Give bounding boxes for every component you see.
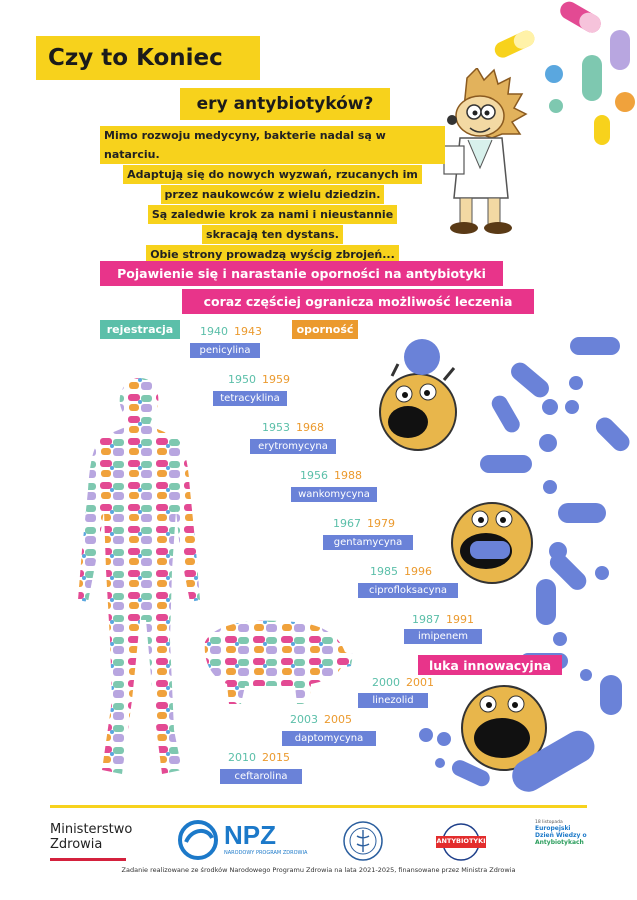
registration-legend-label: rejestracja (100, 320, 180, 339)
ministry-logo (50, 822, 140, 861)
footer-divider (50, 805, 587, 808)
resistance-year: 2015 (262, 751, 290, 764)
pig-illustration (195, 612, 355, 707)
antibiotic-name: linezolid (358, 693, 428, 708)
npz-wordmark: NPZ (224, 820, 276, 850)
intro-line: przez naukowców z wielu dziedzin. (161, 185, 385, 204)
intro-text (100, 126, 445, 265)
antibiotic-name: imipenem (404, 629, 482, 644)
antibiotic-name: penicylina (190, 343, 260, 358)
antibiotic-name: erytromycyna (250, 439, 336, 454)
registration-year: 1987 (412, 613, 440, 626)
timeline-years (200, 325, 262, 338)
resistance-year: 1988 (334, 469, 362, 482)
registration-year: 1985 (370, 565, 398, 578)
timeline-years (262, 421, 324, 434)
resistance-year: 1991 (446, 613, 474, 626)
antibiotics-badge-logo (434, 822, 488, 862)
resistance-year: 1943 (234, 325, 262, 338)
npz-swirl-icon (178, 820, 220, 860)
npz-logo (178, 818, 318, 860)
antibiotic-name: wankomycyna (291, 487, 377, 502)
innovation-gap-label: luka innowacyjna (418, 655, 562, 675)
intro-line: Są zaledwie krok za nami i nieustannie (148, 205, 397, 224)
eu-antibiotic-day-logo (535, 820, 595, 860)
resistance-year: 1996 (404, 565, 432, 578)
antibiotic-name: tetracyklina (213, 391, 287, 406)
resistance-year: 1959 (262, 373, 290, 386)
section-headline-2: coraz częściej ogranicza możliwość leczenia (182, 289, 534, 314)
hedgehog-scientist-illustration (432, 68, 532, 238)
resistance-year: 2001 (406, 676, 434, 689)
timeline-years (333, 517, 395, 530)
page-title: Czy to Koniec (36, 36, 260, 80)
timeline-years (228, 751, 290, 764)
registration-year: 1956 (300, 469, 328, 482)
eu-date-text: 18 listopada (535, 820, 563, 825)
badge-text: ANTYBIOTYKI (436, 837, 486, 845)
intro-line: Adaptują się do nowych wyzwań, rzucanych im (123, 165, 422, 184)
timeline-years (300, 469, 362, 482)
timeline-years (372, 676, 434, 689)
blue-pills-decoration (400, 335, 637, 805)
ministry-line2: Zdrowia (50, 837, 103, 852)
timeline-years (370, 565, 432, 578)
human-figure-illustration (70, 370, 210, 790)
eu-line3: Antybiotykach (535, 839, 584, 846)
resistance-year: 1968 (296, 421, 324, 434)
resistance-year: 2005 (324, 713, 352, 726)
page-subtitle: ery antybiotyków? (180, 88, 390, 120)
registration-year: 1953 (262, 421, 290, 434)
antibiotic-name: daptomycyna (282, 731, 376, 746)
npz-caption: NARODOWY PROGRAM ZDROWIA (224, 850, 308, 856)
timeline-years (290, 713, 352, 726)
ministry-line1: Ministerstwo (50, 822, 133, 837)
institute-seal-icon (340, 820, 386, 862)
funding-note: Zadanie realizowane ze środków Narodowego Programu Zdrowia na lata 2021-2025, finansowane przez Ministra Zdrowia (121, 866, 516, 874)
timeline-years (412, 613, 474, 626)
timeline-years (228, 373, 290, 386)
antibiotic-name: ciprofloksacyna (358, 583, 458, 598)
antibiotic-name: gentamycyna (323, 535, 413, 550)
eu-line1: Europejski (535, 825, 571, 832)
intro-line: skracają ten dystans. (202, 225, 343, 244)
registration-year: 1950 (228, 373, 256, 386)
registration-year: 1967 (333, 517, 361, 530)
antibiotic-name: ceftarolina (220, 769, 302, 784)
registration-year: 2003 (290, 713, 318, 726)
resistance-year: 1979 (367, 517, 395, 530)
registration-year: 1940 (200, 325, 228, 338)
intro-line: Mimo rozwoju medycyny, bakterie nadal są w natarciu. (100, 126, 445, 164)
ministry-flag-bar (50, 855, 126, 861)
registration-year: 2010 (228, 751, 256, 764)
eu-line2: Dzień Wiedzy o (535, 832, 587, 839)
registration-year: 2000 (372, 676, 400, 689)
section-headline-1: Pojawienie się i narastanie oporności na antybiotyki (100, 261, 503, 286)
intro-line: Obie strony prowadzą wyścig zbrojeń... (146, 245, 399, 264)
resistance-legend-label: oporność (292, 320, 358, 339)
